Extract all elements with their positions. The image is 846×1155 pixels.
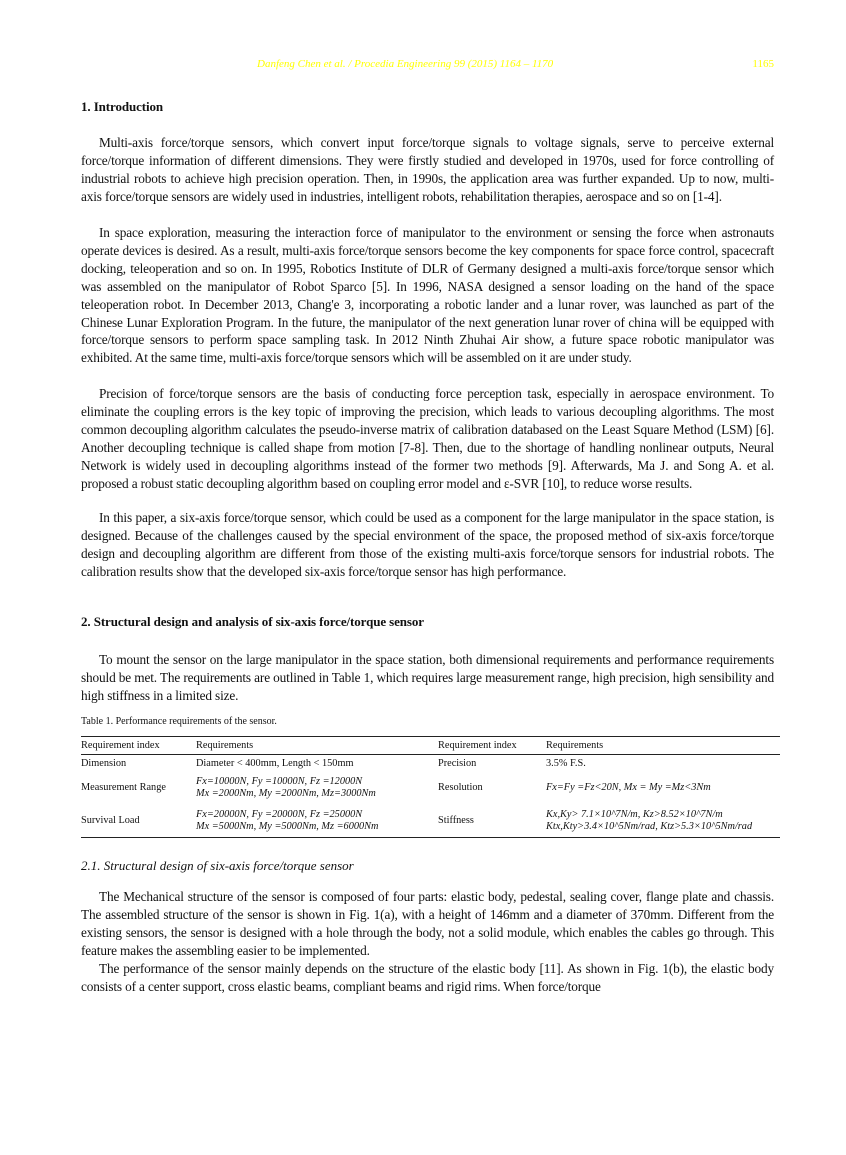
column-header: Requirements	[196, 739, 254, 751]
requirement-line: Fx=10000N, Fy =10000N, Fz =12000N	[196, 775, 363, 787]
table-caption: Table 1. Performance requirements of the sensor.	[81, 716, 277, 727]
running-header	[81, 58, 774, 74]
requirement-line: Kx,Ky> 7.1×10^7N/m, Kz>8.52×10^7N/m	[546, 808, 723, 820]
requirement-value	[196, 804, 438, 838]
paragraph: In this paper, a six-axis force/torque sensor, which could be used as a component for the large manipulator in the space station, is designed. Because of the challenges caused by the special environment of the space, the proposed method of six-axis force/torque design and decoupling algorithm are different from those of the existing multi-axis force/torque sensors for industrial robots. The calibration results show that the developed six-axis force/torque sensor has high performance.	[81, 510, 774, 579]
requirement-index: Resolution	[438, 782, 483, 793]
subsection-heading: 2.1. Structural design of six-axis force/torque sensor	[81, 858, 354, 873]
requirement-index: Measurement Range	[81, 782, 166, 793]
requirement-value	[546, 771, 780, 804]
requirement-value: Diameter < 400mm, Length < 150mm	[196, 757, 354, 769]
paragraph: To mount the sensor on the large manipulator in the space station, both dimensional requirements and performance requirements should be met. The requirements are outlined in Table 1, which requires large measurement range, high precision, high sensibility and high stiffness in a limited size.	[81, 652, 774, 703]
table-row	[81, 755, 780, 772]
requirement-value: 3.5% F.S.	[546, 757, 586, 769]
requirement-value	[196, 771, 438, 804]
page-number: 1165	[752, 58, 774, 70]
requirement-line: Fx=20000N, Fy =20000N, Fz =25000N	[196, 808, 363, 820]
requirements-table	[81, 736, 780, 838]
paragraph: The performance of the sensor mainly depends on the structure of the elastic body [11]. As shown in Fig. 1(b), the elastic body consists of a center support, cross elastic beams, compliant beams and rigid rims. When force/torque	[81, 961, 774, 994]
requirement-index: Stiffness	[438, 815, 474, 826]
requirement-line: Ktx,Kty>3.4×10^5Nm/rad, Ktz>5.3×10^5Nm/rad	[546, 820, 753, 832]
column-header: Requirement index	[81, 739, 160, 751]
section-heading-introduction: 1. Introduction	[81, 99, 164, 114]
table-row	[81, 804, 780, 838]
requirement-index: Precision	[438, 757, 477, 769]
paragraph: Multi-axis force/torque sensors, which convert input force/torque signals to voltage signals, serve to perceive external force/torque information of different dimensions. They were firstly studied and developed in 1970s, used for force controlling of industrial robots to achieve high precision operation. Then, in 1990s, the application area was further expanded. Up to now, multi-axis force/torque sensors are widely used in industries, intelligent robots, rehabilitation therapies, aerospace and so on [1-4].	[81, 135, 774, 204]
paragraph: Precision of force/torque sensors are the basis of conducting force perception task, especially in aerospace environment. To eliminate the coupling errors is the key topic of improving the precision, which leads to various decoupling algorithms. The most common decoupling algorithm calculates the pseudo-inverse matrix of calibration databased on the Least Square Method (LSM) [6]. Another decoupling technique is called shape from motion [7-8]. Then, due to the shortage of handling nonlinear outputs, Neural Network is widely used in decoupling algorithms instead of the former two methods [9]. Afterwards, Ma J. and Song A. et al. proposed a robust static decoupling algorithm based on coupling error model and ε-SVR [10], to reduce worse results.	[81, 386, 774, 491]
paragraph: The Mechanical structure of the sensor is composed of four parts: elastic body, pedestal, sealing cover, flange plate and chassis. The assembled structure of the sensor is shown in Fig. 1(a), with a height of 146mm and a diameter of 370mm. Different from the existing sensors, the sensor is designed with a hole through the body, not a solid module, which enables the cables go through. This feature makes the assembling easier to be implemented.	[81, 889, 774, 958]
column-header: Requirement index	[438, 739, 517, 751]
running-title: Danfeng Chen et al. / Procedia Engineering 99 (2015) 1164 – 1170	[257, 58, 554, 70]
requirement-index: Survival Load	[81, 815, 140, 826]
requirement-value	[546, 804, 780, 838]
table-row	[81, 771, 780, 804]
requirement-index: Dimension	[81, 757, 127, 769]
requirement-line: Mx =2000Nm, My =2000Nm, Mz=3000Nm	[196, 787, 376, 799]
section-heading-structural-design: 2. Structural design and analysis of six-axis force/torque sensor	[81, 614, 424, 629]
paragraph: In space exploration, measuring the interaction force of manipulator to the environment or sensing the force when astronauts operate devices is desired. As a result, multi-axis force/torque sensors become the key components for space force control, spacecraft docking, teleoperation and so on. In 1995, Robotics Institute of DLR of Germany designed a multi-axis force/torque sensor which was assembled on the manipulator of Robot Sparco [5]. In 1996, NASA designed a sensor loading on the hand of the space teleoperation robot. In December 2013, Chang'e 3, incorporating a robotic lander and a lunar rover, was launched as part of the Chinese Lunar Exploration Program. In the future, the manipulator of the next generation lunar rover of china will be equipped with force/torque sensors to perform space sampling task. In 2012 Ninth Zhuhai Air show, a future space robotic manipulator was exhibited. At the same time, multi-axis force/torque sensors which will be assembled on it are under study.	[81, 225, 774, 366]
requirement-line: Mx =5000Nm, My =5000Nm, Mz =6000Nm	[196, 820, 379, 832]
requirement-line: Fx=Fy =Fz<20N, Mx = My =Mz<3Nm	[546, 781, 711, 793]
table-header-row	[81, 737, 780, 755]
column-header: Requirements	[546, 739, 604, 751]
